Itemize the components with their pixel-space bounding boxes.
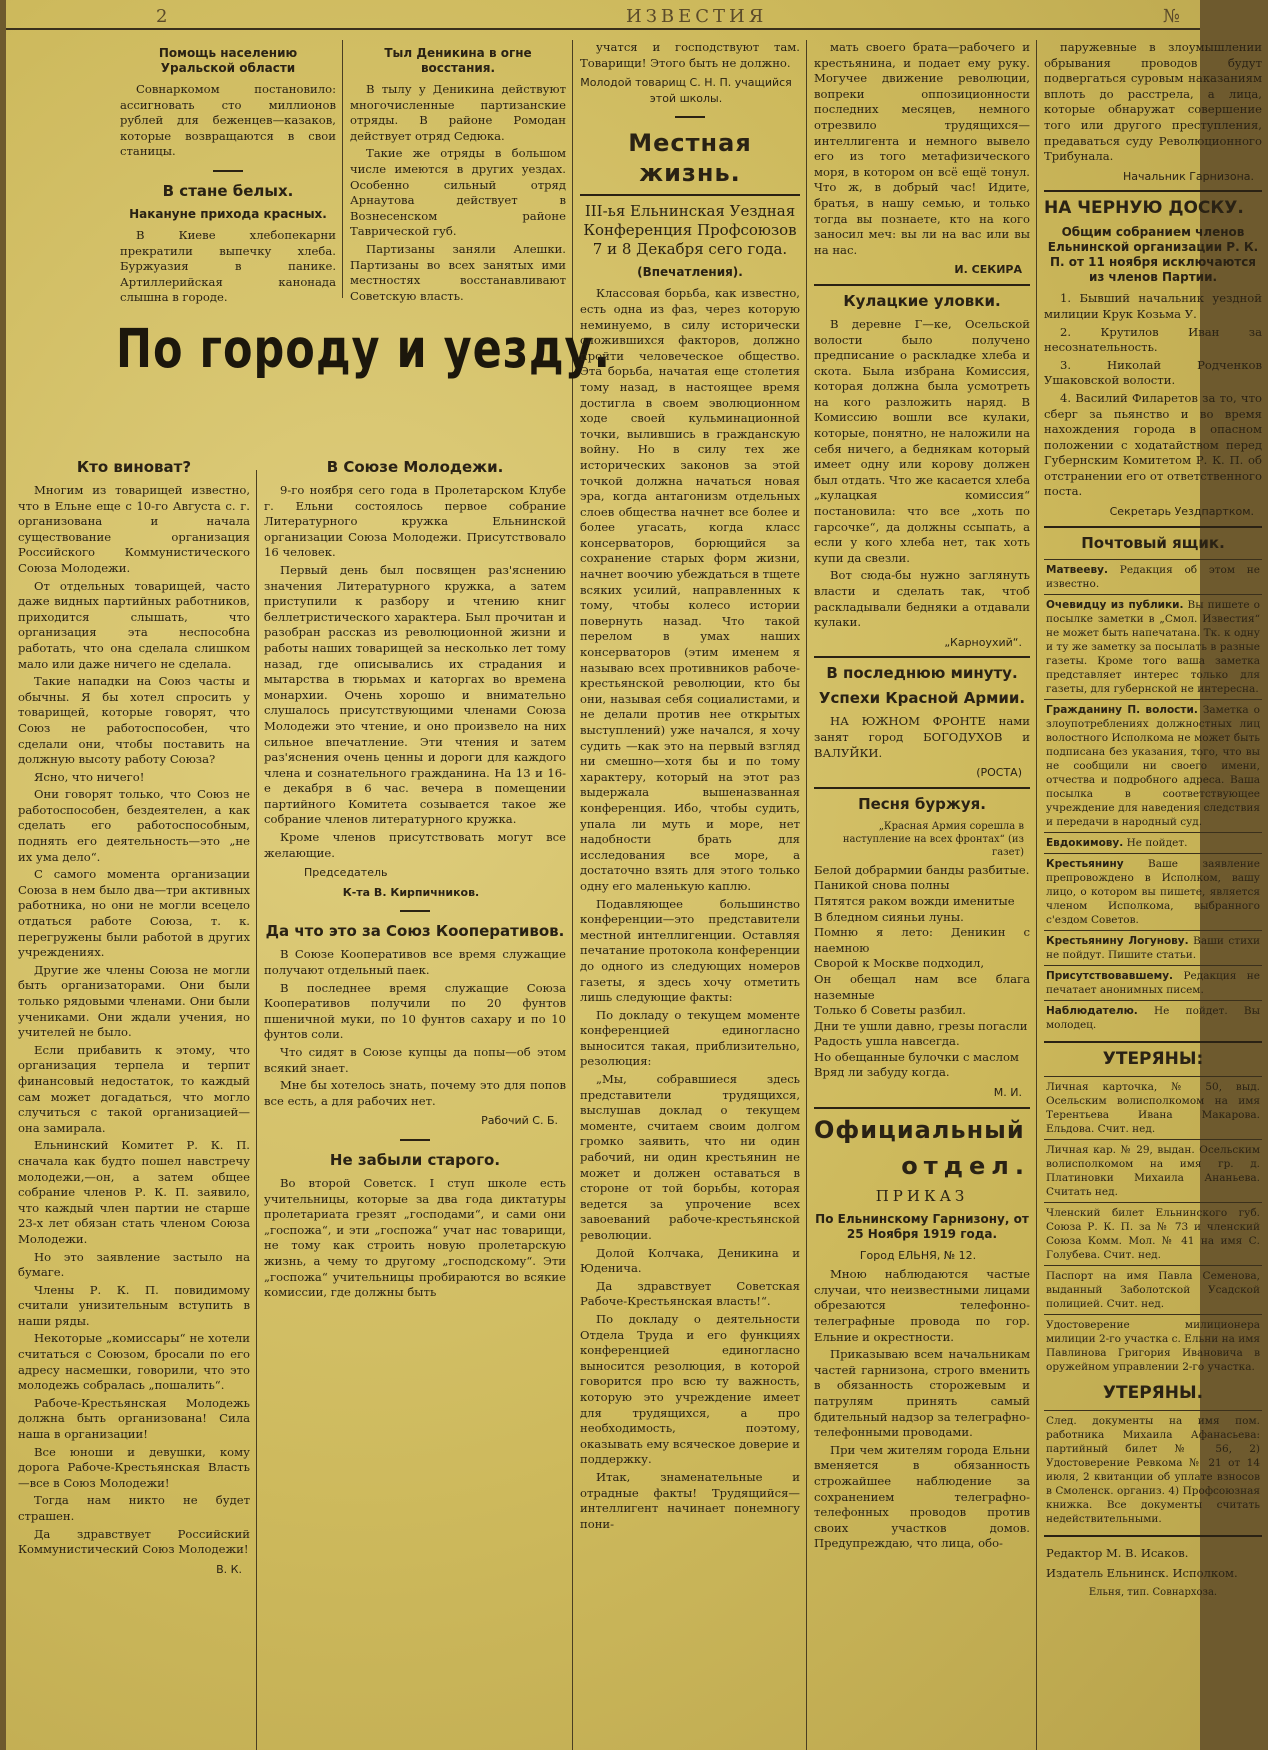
article-paragraph: В последнее время служащие Союза Кооперативов получили по 20 фунтов пшеничной муки, по 10 фунтов сахару и по 10 фунтов соли. (264, 980, 566, 1042)
article-paragraph: Некоторые „комиссары“ не хотели считаться с Союзом, бросали по его адресу насмешки, говорили, что это молодежь собралась „пошалить“. (18, 1331, 250, 1393)
article-title-who-is-guilty: Кто виноват? (76, 458, 192, 476)
order-place: Город ЕЛЬНЯ, № 12. (859, 1248, 977, 1262)
separator (213, 170, 243, 172)
poem-line: Паникой снова полны (814, 878, 950, 893)
article-paragraph: По докладу о деятельности Отдела Труда и его функциях конференцией единогласно выносится резолюция, в которой говорится про всю ту важность, которую это учреждение имеет для трудящихся, а про необходимость, поэтому, оказывать ему всяческое доверие и поддержку. (580, 1311, 800, 1467)
article-subtitle-conference: (Впечатления). (637, 265, 743, 280)
mailbox-item-name: Присутствовавшему. (1046, 969, 1174, 982)
column-1-top (114, 40, 342, 305)
column-3 (574, 40, 806, 1750)
horizontal-rule (814, 1107, 1030, 1109)
article-title-white-camp: В стане белых. (162, 181, 294, 200)
mailbox-item-text: Редакция не печатает анонимных писем. (1046, 969, 1260, 996)
separator (400, 910, 430, 912)
separator (675, 116, 705, 118)
article-paragraph: 1. Бывший начальник уездной милиции Крук Козьма У. (1044, 291, 1262, 321)
article-paragraph: 4. Василий Филаретов за то, что сберг за пьянство и во время нахождения города в опасном положении с ходатайством перед Губернским Комитетом Р. К. П. об отстранении его от ответственного поста. (1044, 390, 1262, 499)
article-paragraph: Мною наблюдаются частые случаи, что неизвестными лицами обрезаются телефонно-телеграфные провода по гор. Ельние и окрестности. (814, 1267, 1030, 1344)
horizontal-rule (1044, 1041, 1262, 1043)
article-paragraph: Члены Р. К. П. повидимому считали унизительным вступить в наши ряды. (18, 1282, 250, 1328)
article-subtitle-black-list: Общим собранием членов Ельнинской организации Р. К. П. от 11 ноября исключаются из членов Партии. (1047, 225, 1259, 285)
article-paragraph: Подавляющее большинство конференции—это представители местной интеллигенции. Оставляя печатание протокола конференции до одного из следующих номеров газеты, я здесь хочу отметить лишь следующие факты: (580, 896, 800, 1005)
publisher-line: Издатель Ельнинск. Исполком. (1046, 1565, 1238, 1580)
article-paragraph: 3. Николай Родченков Ушаковской волости. (1044, 357, 1262, 388)
article-signature: Рабочий С. Б. (481, 1114, 558, 1128)
article-signature-role: Председатель (304, 866, 388, 880)
article-signature: Молодой товарищ С. Н. П. учащийся этой школы. (580, 76, 792, 105)
poem (814, 863, 1030, 1081)
mailbox-item (1044, 832, 1262, 853)
mailbox-item-text: Редакция об этом не известно. (1046, 563, 1260, 590)
article-paragraph: Все юноши и девушки, кому дорога Рабоче-Крестьянская Власть—все в Союз Молодежи! (18, 1444, 250, 1490)
column-4 (808, 40, 1036, 1750)
article-paragraph: учатся и господствуют там. Товарищи! Этого быть не должно. (580, 40, 800, 70)
poem-line: Дни те ушли давно, грезы погасли (814, 1018, 1028, 1033)
section-heading-official-1: Официальный (814, 1115, 1025, 1144)
article-paragraph: Итак, знаменательные и отрадные факты! Трудящийся—интеллигент начинает понемногу пони- (580, 1469, 800, 1531)
article-paragraph: Они говорят только, что Союз не работоспособен, бездеятелен, а как сделать его работоспособным, поднять его деятельность—это „не их ума дело“. (18, 787, 250, 864)
column-rule (572, 40, 573, 1750)
article-paragraph: При чем жителям города Ельни вменяется в обязанность строжайшее наблюдение за сохранением телеграфно-телефонных проводов против своих участков домов. Предупреждаю, что лица, обо- (814, 1442, 1030, 1551)
article-title-last-minute: В последнюю минуту. (826, 664, 1018, 683)
newspaper-title: ИЗВЕСТИЯ (626, 6, 768, 27)
poem-line: Радость ушла навсегда. (814, 1034, 960, 1049)
section-heading-mailbox: Почтовый ящик. (1081, 533, 1225, 552)
article-signature: В. К. (216, 1562, 242, 1576)
mailbox-item-text: Ваши стихи не пойдут. Пишите статьи. (1046, 934, 1260, 961)
article-paragraph: Мне бы хотелось знать, почему это для попов все есть, а для рабочих нет. (264, 1078, 566, 1108)
poem-line: Но обещанные булочки с маслом (814, 1049, 1019, 1064)
article-paragraph: Да здравствует Советская Рабоче-Крестьянская власть!“. (580, 1278, 800, 1309)
horizontal-rule (1044, 190, 1262, 192)
article-paragraph: Ясно, что ничего! (34, 769, 145, 784)
lost-item: Паспорт на имя Павла Семенова, выданный Заболотской Усадской полицией. Счит. нед. (1044, 1265, 1262, 1314)
article-title-cooperatives: Да что это за Союз Кооперативов. (265, 922, 565, 941)
page-number: 2 (156, 6, 168, 27)
poem-line: Только б Советы разбил. (814, 1003, 966, 1018)
horizontal-rule (814, 656, 1030, 658)
article-paragraph: От отдельных товарищей, часто даже видных партийных работников, приходится слышать, что организация эта неспособна работать, что она сделала слишком мало или даже ничего не сделала. (18, 578, 250, 671)
section-heading-lost-2: УТЕРЯНЫ. (1102, 1382, 1204, 1403)
mailbox-item (1044, 853, 1262, 930)
section-heading-black-list: НА ЧЕРНУЮ ДОСКУ. (1044, 198, 1244, 219)
article-paragraph: Да здравствует Российский Коммунистический Союз Молодежи! (18, 1526, 250, 1557)
section-heading-local-life: Местная жизнь. (628, 129, 752, 188)
article-paragraph: Кроме членов присутствовать могут все желающие. (264, 830, 566, 860)
article-paragraph: паружевные в злоумышлении обрывания проводов будут подвергаться суровым наказаниям вплоть до расстрела, а лица, которые обнаружат совершение того или другого преступления, предаваться суду Революционного Трибунала. (1044, 40, 1262, 164)
article-paragraph: Что сидят в Союзе купцы да попы—об этом всякий знает. (264, 1045, 566, 1075)
poem-line: Он обещал нам все блага наземные (814, 971, 1030, 1002)
article-text-white-camp: В Киеве хлебопекарни прекратили выпечку хлеба. Буржуазия в панике. Артиллерийская канонада слышна в городе. (120, 227, 336, 305)
poem-line: Помню я лето: Деникин с наемною (814, 925, 1030, 955)
article-title-denikin-rear: Тыл Деникина в огне восстания. (384, 46, 532, 75)
lost-item: Членский билет Ельнинского губ. Союза Р. К. П. за № 73 и членский Союза Комм. Мол. № 41 на имя С. Голубева. Счит. нед. (1044, 1202, 1262, 1265)
mailbox-item-name: Евдокимову. (1046, 836, 1124, 849)
separator (400, 1139, 430, 1141)
mailbox-item (1044, 1000, 1262, 1035)
mailbox-item (1044, 559, 1262, 594)
column-rule (1036, 40, 1037, 1750)
mailbox-item (1044, 699, 1262, 832)
article-signature: Секретарь Уездпартком. (1109, 505, 1254, 519)
horizontal-rule (814, 787, 1030, 789)
column-rule (256, 470, 257, 1750)
order-title: ПРИКАЗ (875, 1186, 969, 1205)
horizontal-rule (1044, 1535, 1262, 1537)
article-paragraph: В Союзе Кооперативов все время служащие получают отдельный паек. (264, 947, 566, 978)
lost-item: Личная карточка, № 50, выд. Осельским волисполкомом на имя Терентьева Ивана Макарова. Ельдова. Счит. нед. (1044, 1076, 1262, 1139)
order-subtitle: По Ельнинскому Гарнизону, от 25 Ноября 1919 года. (815, 1211, 1029, 1241)
article-paragraph: 2. Крутилов Иван за несознательность. (1044, 324, 1262, 355)
mailbox-item-name: Очевидцу из публики. (1046, 598, 1184, 611)
section-heading-official-2: отдел. (901, 1151, 1030, 1180)
article-paragraph: Рабоче-Крестьянская Молодежь должна быть организована! Сила наша в организации! (18, 1395, 250, 1442)
mailbox-item-name: Наблюдателю. (1046, 1004, 1138, 1017)
article-paragraph: Такие же отряды в большом числе имеются в других уездах. Особенно сильный отряд Арнаутова действует в Вознесенском районе Таврической губ. (350, 146, 566, 239)
article-title-kulak-tricks: Кулацкие уловки. (843, 291, 1001, 310)
article-paragraph: Партизаны заняли Алешки. Партизаны во всех занятых ими местностях восстанавливают Советскую власть. (350, 241, 566, 303)
mailbox-item (1044, 930, 1262, 965)
mailbox-item-text: Не пойдет. Вы молодец. (1046, 1004, 1260, 1031)
article-signature: Начальник Гарнизона. (1122, 169, 1254, 183)
article-title-youth-union: В Союзе Молодежи. (326, 458, 504, 476)
column-rule (342, 40, 343, 298)
article-paragraph: Такие нападки на Союз часты и обычны. Я бы хотел спросить у товарищей, которые говорят, что Союз не работоспособен, что сделали они, чтобы поставить на должную высоту работу Союза? (18, 674, 250, 767)
article-text-urals-aid: Совнаркомом постановило: ассигновать сто миллионов рублей для беженцев—казаков, которые возвращаются в свои станицы. (120, 82, 336, 159)
column-middle-lower (258, 452, 572, 1750)
article-paragraph: мать своего брата—рабочего и крестьянина, и подает ему руку. Могучее движение революции, вопреки оппозиционности последних месяцев, немного отрезвило трудящихся—интеллигента и немного вывело его из того метафизического моря, в котором он всё ещё тонул. Что ж, в добрый час! Идите, братья, в нашу семью, и только тогда вы познаете, кто на кого заносил меч: вы ли на вас или вы на нас. (814, 40, 1030, 257)
article-title-not-forgotten: Не забыли старого. (329, 1150, 501, 1169)
horizontal-rule (1044, 526, 1262, 528)
poem-epigraph: „Красная Армия сорешла в наступление на всех фронтах“ (из газет) (842, 820, 1024, 858)
poem-line: В бледном сияньи луны. (814, 909, 964, 924)
article-signature: (РОСТА) (976, 766, 1022, 780)
poem-line: Вряд ли забуду когда. (814, 1065, 950, 1080)
issue-number-mark: № (1162, 6, 1180, 27)
article-paragraph: Тогда нам никто не будет страшен. (18, 1493, 250, 1523)
article-title-conference: III-ья Ельнинская Уездная Конференция Профсоюзов 7 и 8 Декабря сего года. (583, 202, 797, 259)
column-right (1038, 40, 1268, 1750)
section-heading-city-county: По городу и уезду. (116, 318, 611, 381)
article-subtitle-white-camp: Накануне прихода красных. (129, 206, 327, 221)
article-paragraph: В тылу у Деникина действуют многочисленные партизанские отряды. В районе Ромодан действует отряд Седюка. (350, 82, 566, 143)
mailbox-item-name: Крестьянину (1046, 857, 1124, 870)
article-signature: И. СЕКИРА (954, 263, 1022, 277)
horizontal-rule (814, 284, 1030, 286)
lost-item: След. документы на имя пом. работника Михаила Афанасьева: партийный билет № 56, 2) Удостоверение Ревкома № 21 от 14 июля, 2 квитанции об уплате взносов в Смоленск. организ. 4) Профсоюзная книжка. Все документы считать недействительными. (1044, 1410, 1262, 1529)
running-header (6, 4, 1200, 30)
editor-line: Редактор М. В. Исаков. (1046, 1545, 1189, 1560)
mailbox-item (1044, 594, 1262, 699)
poem-line: Пятятся раком вожди именитые (814, 893, 1015, 908)
mailbox-item-name: Матвееву. (1046, 563, 1108, 576)
column-rule (806, 40, 807, 1750)
mailbox-item-text: Вы пишете о посылке заметки в „Смол. Известия“ не может быть напечатана. Тк. к одну и ту же заметку за посылать в разные газеты. Кроме того ваша заметка представляет интерес только для газеты, для губернской не интересна. (1046, 598, 1260, 695)
mailbox-item-text: Заметка о злоупотреблениях должностных лиц волостного Исполкома не может быть подписана без указания, того, что вы не сообщили ни своего имени, отчества и подробного адреса. Ваша посылка в соответствующее учреждение для наведения следствия и передачи в народный суд. (1046, 703, 1260, 828)
article-signature: М. И. (993, 1086, 1022, 1100)
poem-line: Сворой к Москве подходил, (814, 956, 985, 971)
article-paragraph: НА ЮЖНОМ ФРОНТЕ нами занят город БОГОДУХОВ и ВАЛУЙКИ. (814, 714, 1030, 760)
article-paragraph: „Мы, собравшиеся здесь представители трудящихся, выслушав доклад о текущем моменте, считаем своим долгом громко заявить, что ни один рабочий, ни один крестьянин не может и должен оставаться в стороне от той борьбы, которая ведется за упрочение всех завоеваний рабоче-крестьянской революции. (580, 1072, 800, 1242)
article-paragraph: По докладу о текущем моменте конференцией единогласно выносится такая, приблизительно, резолюция: (580, 1007, 800, 1069)
newspaper-page (6, 0, 1262, 1750)
article-paragraph: Первый день был посвящен раз'яснению значения Литературного кружка, а затем приступили к разбору и чтению книг беллетристического характера. Был прочитан и разобран рассказ из революционной жизни и работы наших товарищей за несколько лет тому назад, где описывались их страдания и мытарства в тюрьмах и каторгах во времена монархии. Очень хорошо и внимательно слушалось присутствующими членами Союза Молодежи это чтение, и оно произвело на них сильное впечатление. Эти чтения и затем раз'яснения очень ценны и дороги для каждого члена и сознательного гражданина. На 13 и 16-е декабря в 6 час. вечера в помещении партийного Комитета созывается такое же собрание членов литературного кружка. (264, 562, 566, 827)
article-paragraph: Но это заявление застыло на бумаге. (18, 1249, 250, 1280)
mailbox-item-text: Ваше заявление препровождено в Исполком, вашу лицо, о котором вы пишете, является членом Исполкома, выбранного с'ездом Советов. (1046, 857, 1260, 926)
article-paragraph: Классовая борьба, как известно, есть одна из фаз, через которую неминуемо, в силу исторически сложившихся факторов, должно пройти человеческое общество. Эта борьба, начатая еще столетия тому назад, в настоящее время достигла в своем эволюционном ходе своей кульминационной точки, вылившись в гражданскую войну. Но в силу тех же исторических законов за этой точкой должна начаться новая эра, когда антагонизм отдельных слоев общества начнет все более и более угасать, когда класс консерваторов, борющийся за сохранение старых форм жизни, начнет воочию убеждаться в тщете всяких усилий, направленных к тому, чтобы колесо истории повернуть назад. Что такой перелом в умах наших консерваторов (этим именем я называю всех противников рабоче-крестьянской революции, кто бы они, называя себя социалистами, и не делали против нее открытых выступлений) уже начался, я хочу судить —как это на первый взгляд ни смешно—хотя бы и по тому характеру, который на этот раз выдержала вышеназванная конференция. Ибо, чтобы судить, упала ли муть и море, нет надобности брать для исследования все море, а достаточно взять для этого только одну его маленькую каплю. (580, 286, 800, 893)
article-paragraph: 9-го ноября сего года в Пролетарском Клубе г. Ельни состоялось первое собрание Литературного кружка Ельнинской организации Союза Молодежи. Присутствовало 16 человек. (264, 483, 566, 560)
article-subtitle-red-army: Успехи Красной Армии. (818, 689, 1026, 708)
article-paragraph: Долой Колчака, Деникина и Юденича. (580, 1245, 800, 1276)
mailbox-item (1044, 965, 1262, 1000)
lost-item: Удостоверение милиционера милиции 2-го участка с. Ельни на имя Павлинова Григория Ивановича в оружейном управлении 2-го участка. (1044, 1314, 1262, 1377)
article-paragraph: Ельнинский Комитет Р. К. П. сначала как будто пошел навстречу молодежи,—он, а затем общее собрание членов Р. К. П. заявило, что каждый член партии не старше 23-х лет обязан стать членом Союза Молодежи. (18, 1138, 250, 1246)
printer-line: Ельня, тип. Совнархоза. (1088, 1586, 1218, 1598)
lost-item: Личная кар. № 29, выдан. Осельским волисполкомом на имя гр. д. Платиновки Михаила Ананьева. Считать нед. (1044, 1139, 1262, 1202)
article-title-urals-aid: Помощь населению Уральской области (158, 46, 298, 75)
article-paragraph: В деревне Г—ке, Осельской волости было получено предписание о раскладке хлеба и скота. Была избрана Комиссия, которая должна была усмотреть на кого разложить наряд. В Комиссию вошли все кулаки, которые, понятно, не наложили на себя ничего, а беднякам который имеет одну или корову должен был отдать. Что же касается хлеба „кулацкая комиссия“ постановила: что все „хоть по гарсочке“, да должны ссыпать, а если у кого хлеба нет, так хоть купи да свезли. (814, 316, 1030, 565)
article-paragraph: С самого момента организации Союза в нем было два—три активных работника, но они не могли всецело отдаться работе Союза, т. к. перегружены были работой в других учреждениях. (18, 867, 250, 960)
poem-line: Белой добрармии банды разбитые. (814, 862, 1030, 877)
article-paragraph: Вот сюда-бы нужно заглянуть власти и сделать так, чтоб раскладывали бедняки а отдавали кулаки. (814, 568, 1030, 630)
mailbox-item-text: Не пойдет. (1126, 836, 1188, 849)
article-signature-name: К-та В. Кирпичников. (342, 885, 480, 899)
section-heading-lost: УТЕРЯНЫ: (1102, 1048, 1204, 1069)
article-paragraph: Многим из товарищей известно, что в Ельне еще с 10-го Августа с. г. организована и начала существование организация Российского Коммунистического Союза Молодежи. (18, 483, 250, 575)
horizontal-rule (580, 194, 800, 196)
mailbox-item-name: Крестьянину Логунову. (1046, 934, 1189, 947)
article-paragraph: Во второй Советск. I ступ школе есть учительницы, которые за два года диктатуры пролетариата грезят „господами“, и сами они „госпожа“, и эти „госпожа“ учат нас товарищи, не тому как строить новую пролетарскую жизнь, а чему то другому „господскому“. Эти „госпожа“ учительницы пробираются во всякие комиссии, где должны быть (264, 1175, 566, 1300)
article-paragraph: Другие же члены Союза не могли быть организаторами. Они были только рядовыми членами. Они были учениками. Они ждали учения, но учителей не было. (18, 962, 250, 1040)
column-left-lower (12, 452, 256, 1750)
article-title-bourgeois-song: Песня буржуя. (858, 794, 986, 813)
article-signature: „Карноухий“. (944, 635, 1022, 649)
article-paragraph: Приказываю всем начальникам частей гарнизона, строго вменить в обязанность сторожевым и патрулям принять самый бдительный надзор за телеграфно-телефонными проводами. (814, 1347, 1030, 1440)
column-2-top (344, 40, 572, 303)
mailbox-item-name: Гражданину П. волости. (1046, 703, 1198, 716)
article-paragraph: Если прибавить к этому, что организация терпела и терпит финансовый недостаток, то каждый сам может догадаться, что могло случиться с такой организацией—она замирала. (18, 1042, 250, 1135)
